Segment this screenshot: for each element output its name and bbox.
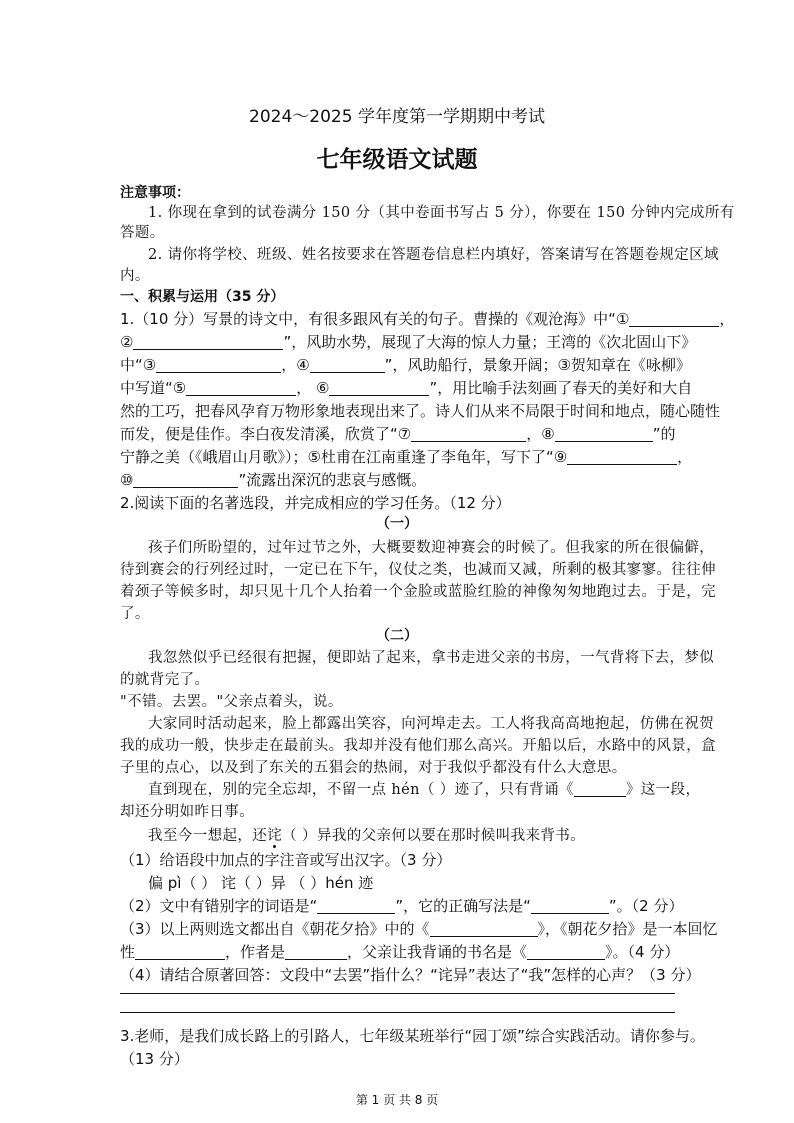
q2-text: （2）文中有错别字的词语是“ (120, 897, 318, 915)
excerpt-2-line (148, 780, 700, 800)
q2-text: 性 (120, 943, 136, 961)
q2-text: ”，它的正确写法是“ (395, 897, 531, 915)
q1-text: 宁静之美（《峨眉山月歌》）；⑤杜甫在江南重逢了李龟年，写下了“⑨ (120, 448, 568, 466)
blank-4[interactable] (310, 357, 385, 373)
excerpt-2-label: （二） (376, 628, 418, 644)
q1-text: ⑩ (120, 471, 134, 489)
answer-line[interactable] (120, 1012, 675, 1013)
q2-intro: 2.阅读下面的名著选段，并完成相应的学习任务。（12 分） (120, 494, 511, 512)
q2-sub-3-cont (120, 942, 679, 962)
q1-text: 中写道“⑤ (120, 379, 187, 397)
answer-line[interactable] (120, 993, 675, 994)
q2-sub-2 (120, 896, 683, 916)
exam-title: 2024～2025 学年度第一学期期中考试 (249, 107, 545, 127)
excerpt-text: 》这一段， (625, 782, 701, 798)
blank-correct-word[interactable] (531, 898, 609, 914)
q2-text: 》，《朝花夕拾》是一本回忆 (537, 920, 718, 938)
excerpt-2-line (148, 826, 585, 846)
q1-line-1: 1.（10 分）写景的诗文中，有很多跟风有关的句子。曹操的《观沧海》中“① ， (120, 310, 735, 328)
q1-text: ，④ (281, 356, 310, 374)
q1-line-5: 然的工巧，把春风孕育万物形象地表现出来了。诗人们从来不局限于时间和地点，随心随性 (120, 402, 721, 420)
q1-text: ， (677, 448, 693, 466)
blank-7[interactable] (411, 426, 526, 442)
excerpt-1-label: （一） (376, 516, 418, 532)
page-number: 第 1 页 共 8 页 (355, 1093, 439, 1107)
excerpt-2-line: 我忽然似乎已经很有把握，便即站了起来，拿书走进父亲的书房，一气背将下去，梦似 (148, 650, 715, 666)
blank-6[interactable] (329, 380, 429, 396)
q2-sub-1-answers: 偏 pì（ ） 诧（ ）异 （ ）hén 迹 (148, 874, 374, 892)
blank-author[interactable] (285, 944, 347, 960)
excerpt-1-line: 孩子们所盼望的，过年过节之外，大概要数迎神赛会的时候了。但我家的所在很偏僻， (148, 540, 715, 556)
excerpt-text: （ ）异我的父亲何以要在那时候叫我来背书。 (282, 828, 586, 844)
q2-sub-3 (120, 919, 718, 939)
q1-text: ，⑧ (526, 425, 555, 443)
blank-book-title[interactable] (574, 781, 626, 797)
excerpt-1-line: 了。 (120, 606, 150, 622)
blank-10[interactable] (133, 472, 238, 488)
excerpt-2-line: 的就背完了。 (120, 672, 210, 688)
blank-wrong-word[interactable] (317, 898, 395, 914)
q1-text: ”的 (652, 425, 676, 443)
blank-genre[interactable] (135, 944, 225, 960)
excerpt-2-line: 子里的点心，以及到了东关的五猖会的热闹，对于我似乎都没有什么大意思。 (120, 760, 627, 776)
q2-text: ，作者是 (225, 943, 286, 961)
q1-text: 1.（10 分）写景的诗文中，有很多跟风有关的句子。曹操的《观沧海》中“① (120, 310, 630, 328)
dotted-char: 诧 (267, 828, 283, 844)
q1-text: ”，风助水势，展现了大海的惊人力量；王湾的《次北固山下》 (283, 333, 697, 351)
q1-text: 而发，便是佳作。李白夜发清溪，欣赏了“⑦ (120, 425, 412, 443)
subject-title: 七年级语文试题 (316, 147, 478, 173)
excerpt-text: 直到现在，别的完全忘却，不留一点 hén（ ）迹了，只有背诵《 (148, 782, 574, 798)
notice-item-1: 1. 你现在拿到的试卷满分 150 分（其中卷面书写占 5 分），你要在 150 分钟内完成所有 (148, 205, 735, 221)
excerpt-1-line: 着颈子等候多时，却只见十几个人抬着一个金脸或蓝脸红脸的神像匆匆地跑过去。于是，完 (120, 584, 716, 600)
q2-text: ，父亲让我背诵的书名是《 (347, 943, 528, 961)
section-1-heading: 一、积累与运用（35 分） (120, 289, 285, 305)
q1-text: ， ⑥ (296, 379, 330, 397)
q2-text: ”。（2 分） (608, 897, 684, 915)
q2-sub-1: （1）给语段中加点的字注音或写出汉字。（3 分） (120, 851, 452, 869)
blank-book-name[interactable] (527, 944, 605, 960)
blank-9[interactable] (567, 449, 677, 465)
excerpt-2-line: 我的成功一般，快步走在最前头。我却并没有他们那么高兴。开船以后，水路中的风景，盒 (120, 738, 716, 754)
blank-1[interactable] (629, 311, 719, 327)
q2-text: 》。（4 分） (605, 943, 680, 961)
blank-5[interactable] (186, 380, 296, 396)
q3-line-2: （13 分） (120, 1050, 189, 1068)
notice-item-1-cont: 答题。 (120, 225, 165, 241)
excerpt-2-line: 大家同时活动起来，脸上都露出笑容，向河埠走去。工人将我高高地抱起，仿佛在祝贺 (148, 716, 715, 732)
blank-3[interactable] (156, 357, 281, 373)
excerpt-2-line: 却还分明如昨日事。 (120, 804, 255, 820)
q1-line-2 (120, 332, 696, 352)
q1-text: 中“③ (120, 356, 157, 374)
q3-line-1: 3.老师，是我们成长路上的引路人，七年级某班举行“园丁颂”综合实践活动。请你参与。 (120, 1027, 705, 1045)
q1-line-3 (120, 355, 691, 375)
notice-heading: 注意事项： (120, 185, 190, 201)
excerpt-2-line: "不错。去罢。"父亲点着头，说。 (120, 694, 343, 710)
q1-line-8 (120, 470, 426, 490)
q1-text: ”，用比喻手法刻画了春天的美好和大自 (429, 379, 693, 397)
blank-2[interactable] (133, 334, 283, 350)
q1-line-4 (120, 378, 692, 398)
q1-line-6 (120, 424, 675, 444)
blank-8[interactable] (555, 426, 653, 442)
notice-item-2: 2. 请你将学校、班级、姓名按要求在答题卷信息栏内填好，答案请写在答题卷规定区域 (148, 247, 719, 263)
notice-item-2-cont: 内。 (120, 268, 150, 284)
q1-text: ② (120, 333, 134, 351)
q2-text: （3）以上两则选文都出自《朝花夕拾》中的《 (120, 920, 430, 938)
blank-chapter[interactable] (430, 921, 538, 937)
excerpt-text: 我至今一想起，还 (148, 828, 268, 844)
excerpt-1-line: 待到赛会的行列经过时，一定已在下午，仪仗之类，也减而又减，所剩的极其寥寥。往往伸 (120, 562, 716, 578)
q2-sub-4: （4）请结合原著回答：文段中“去罢”指什么？“诧异”表达了“我”怎样的心声？（3 分） (120, 966, 701, 984)
q1-text: ”，风助船行，景象开阔；③贺知章在《咏柳》 (384, 356, 691, 374)
q1-text: ”流露出深沉的悲哀与感慨。 (238, 471, 427, 489)
q1-line-7 (120, 447, 692, 467)
